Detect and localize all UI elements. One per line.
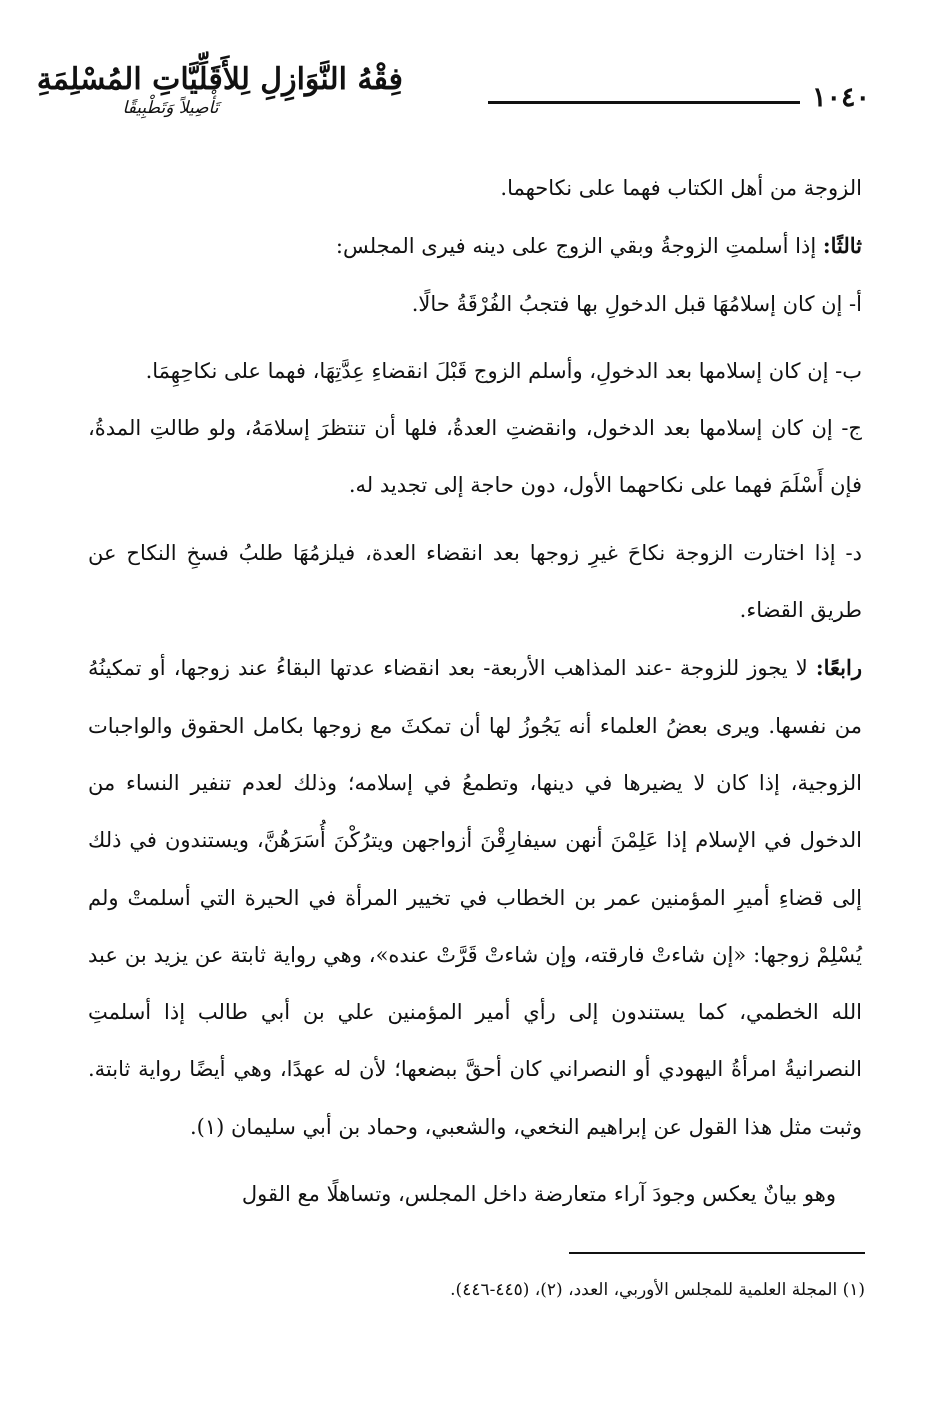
footnote-separator xyxy=(569,1252,865,1254)
paragraph-7 xyxy=(88,639,862,1156)
paragraph-6: د- إذا اختارت الزوجة نكاحَ غيرِ زوجها بعد انقضاء العدة، فيلزمُهَا طلبُ فسخِ النكاح عن طريق القضاء. xyxy=(88,540,862,623)
paragraph-3: أ- إن كان إسلامُهَا قبل الدخولِ بها فتجبُ الفُرْقَةُ حالًا. xyxy=(411,291,862,316)
paragraph-8: وهو بيانٌ يعكس وجودَ آراء متعارضة داخل المجلس، وتساهلًا مع القول xyxy=(241,1182,836,1207)
page-header xyxy=(36,60,870,130)
paragraph-4: ب- إن كان إسلامها بعد الدخولِ، وأسلم الزوج قَبْلَ انقضاءِ عِدَّتِهَا، فهما على نكاحِهِمَا. xyxy=(145,358,862,383)
paragraph-2-lead: ثالثًا: xyxy=(822,233,862,259)
paragraph-2-text: إذا أسلمتِ الزوجةُ وبقي الزوج على دينه فيرى المجلس: xyxy=(335,234,823,259)
header-rule xyxy=(488,101,800,104)
paragraph-5: ج- إن كان إسلامها بعد الدخول، وانقضتِ العدةُ، فلها أن تنتظرَ إسلامَهُ، ولو طالتِ المدةُ، فإن أَسْلَمَ فهما على نكاحهما الأول، دون حاجة إلى تجديد له. xyxy=(88,416,862,498)
footnote: (١) المجلة العلمية للمجلس الأوربي، العدد، (٢)، (٤٤٥-٤٤٦). xyxy=(450,1280,865,1300)
paragraph-7-lead: رابعًا: xyxy=(815,655,862,681)
body-text xyxy=(88,160,862,1223)
book-subtitle: تَأْصِيلاً وَتَطْبِيقًا xyxy=(122,98,219,118)
book-title: فِقْهُ النَّوَازِلِ لِلأَقَلِّيَّاتِ المُسْلِمَةِ xyxy=(36,62,403,97)
footnote-reference: (١). xyxy=(189,1114,231,1139)
page-number: ١٠٤٠ xyxy=(811,82,870,113)
paragraph-2 xyxy=(88,217,862,275)
paragraph-1: الزوجة من أهل الكتاب فهما على نكاحهما. xyxy=(500,176,862,200)
book-title-block xyxy=(36,60,403,118)
paragraph-7-text: لا يجوز للزوجة -عند المذاهب الأربعة- بعد انقضاء عدتها البقاءُ عند زوجها، أو تمكينُهُ من نفسها. ويرى بعضُ العلماء أنه يَجُوزُ لها أن تمكثَ مع زوجها بكامل الحقوق والواجبات الزوجية، إذا كان لا يضيرها في دينها، وتطمعُ في إسلامه؛ وذلك لعدم تنفير النساء من الدخول في الإسلام إذا عَلِمْنَ أنهن سيفارِقْنَ أزواجهن ويترُكْنَ أُسَرَهُنَّ، ويستندون في ذلك إلى قضاءِ أميرِ المؤمنين عمر بن الخطاب في تخيير المرأة في الحيرة التي أسلمتْ ولم يُسْلِمْ زوجها: «إن شاءتْ فارقته، وإن شاءتْ قَرَّتْ عنده»، وهي رواية ثابتة عن يزيد بن عبد الله الخطمي، كما يستندون إلى رأي أمير المؤمنين علي بن أبي طالب إذا أسلمتِ النصرانيةُ امرأةُ اليهودي أو النصراني كان أحقَّ ببضعها؛ لأن له عهدًا، وهي أيضًا رواية ثابتة. وثبت مثل هذا القول عن إبراهيم النخعي، والشعبي، وحماد بن أبي سليمان xyxy=(88,656,862,1139)
